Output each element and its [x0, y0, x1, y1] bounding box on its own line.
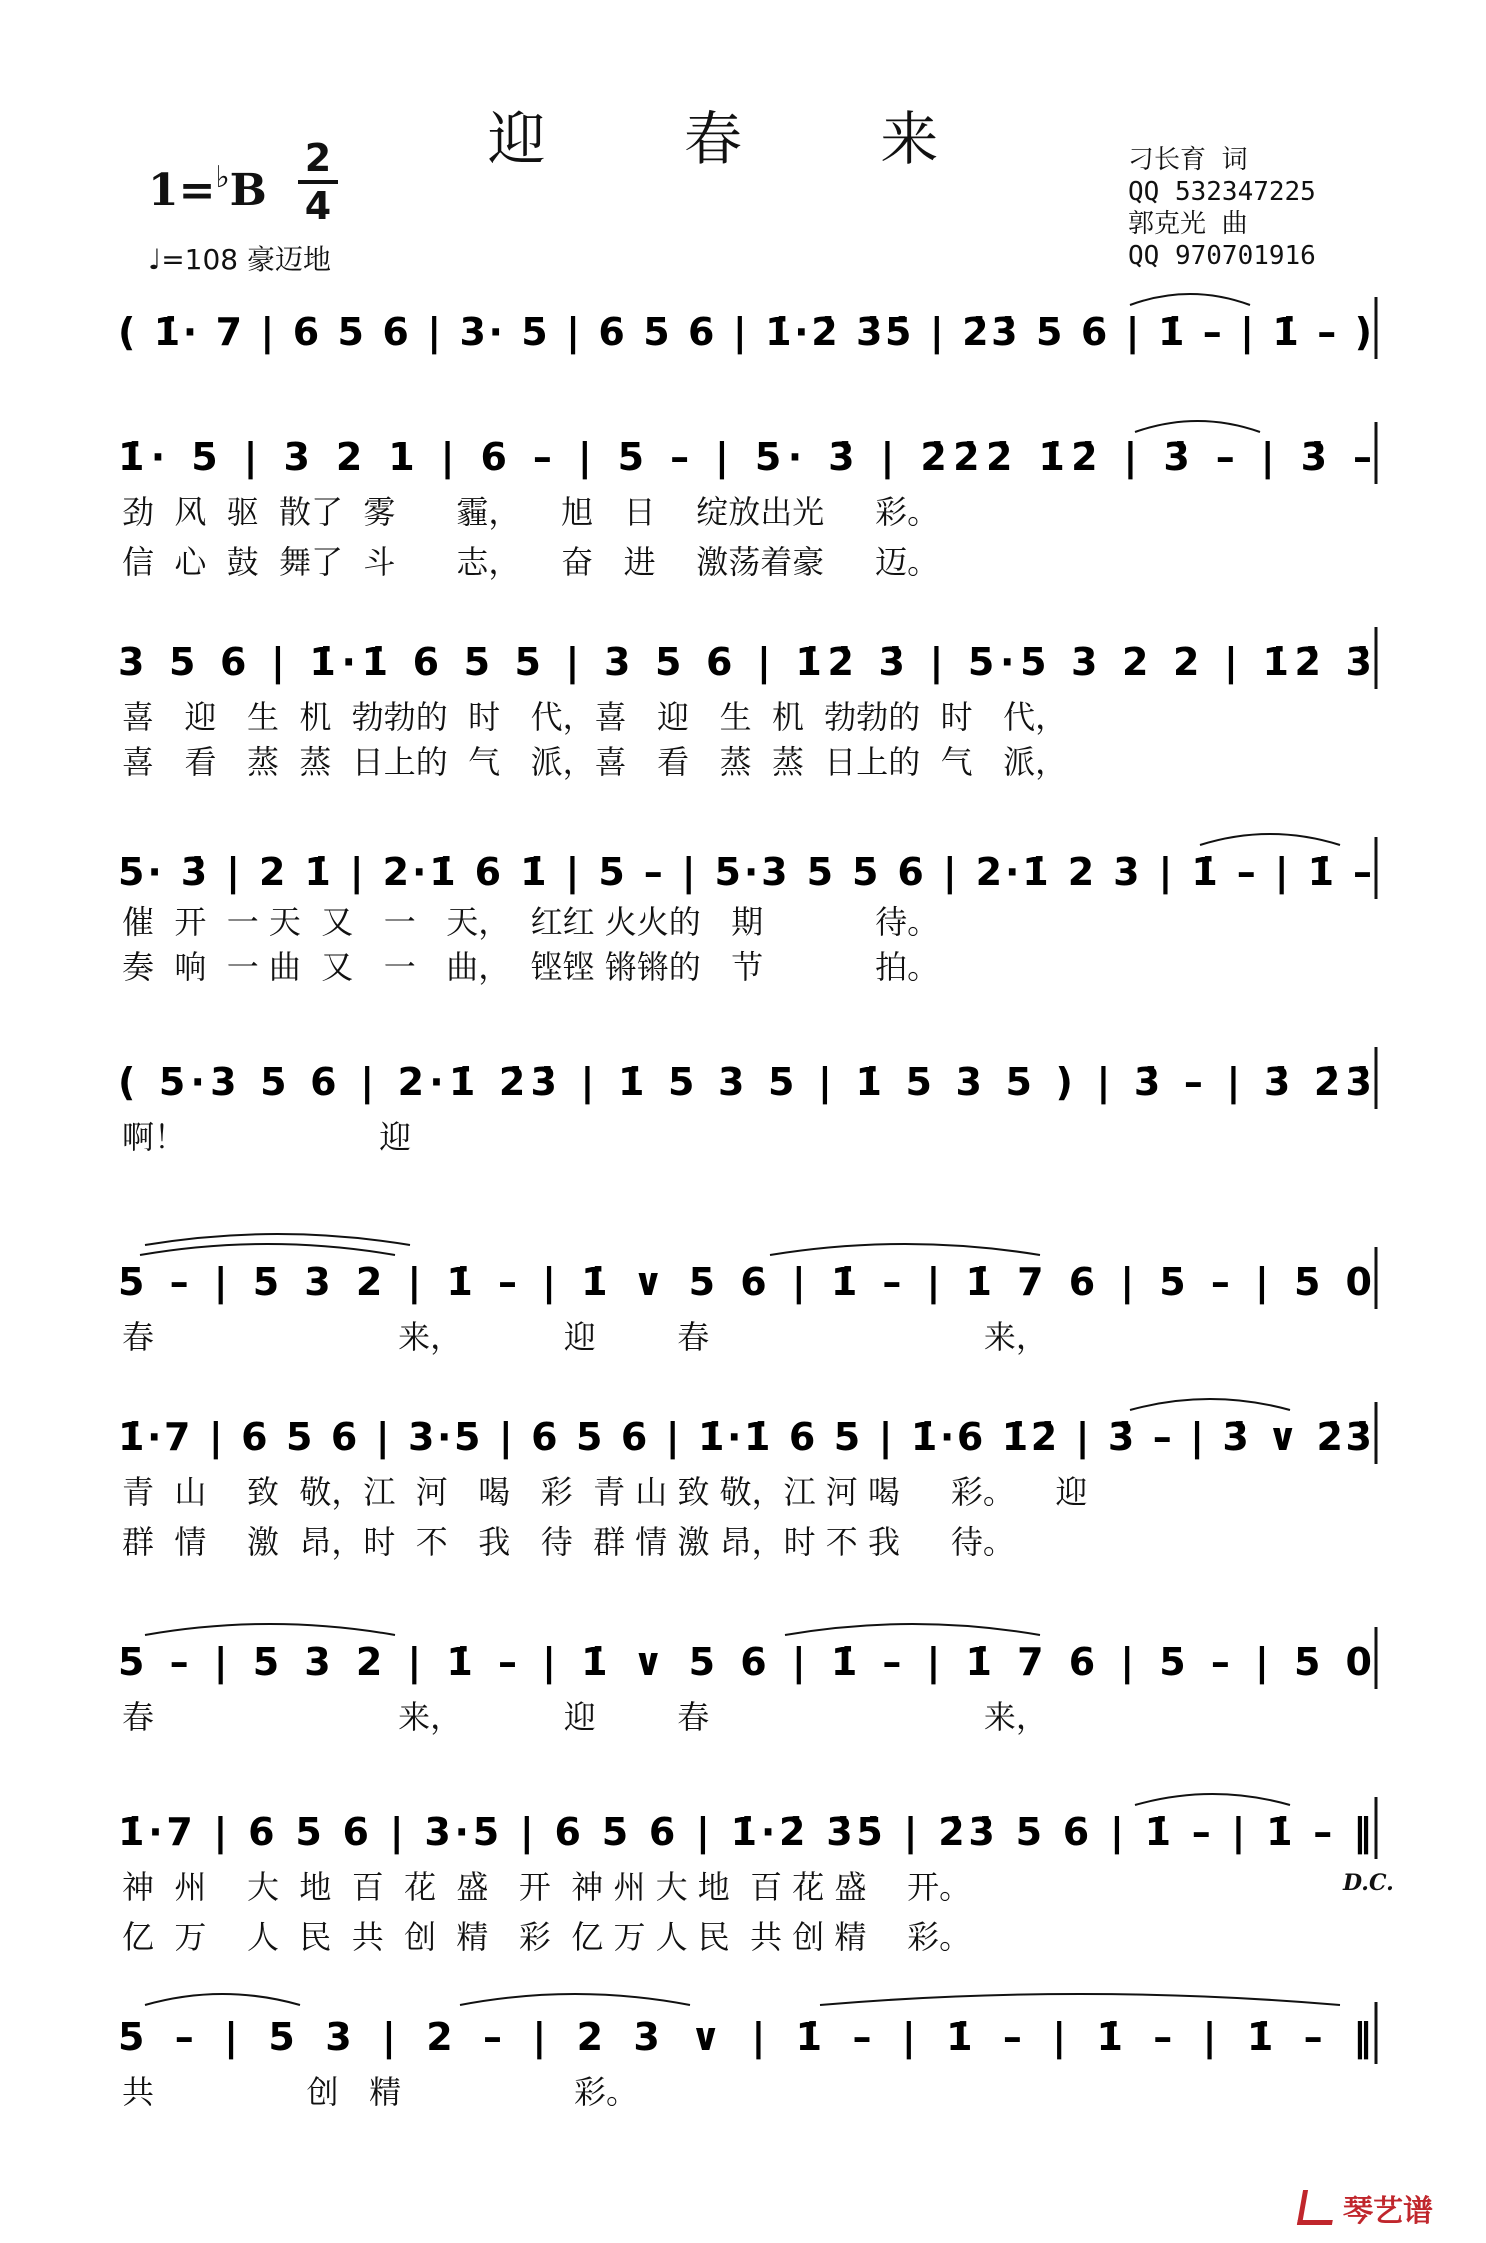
song-title: 迎 春 来 [487, 105, 999, 173]
lyricist: 刁长育 词 [1128, 145, 1248, 175]
notes-system-5: ( 5·3 5 6 | 2·1̇ 2̇3̇ | 1̇ 5 3 5 | 1̇ 5 3 5 ) | 3̇ – | 3̇ 2̇3̇ [118, 1060, 1372, 1104]
lyric-line-2-1: 劲 风 驱 散了 雾 霾， 旭 日 绽放出光 彩。 [122, 493, 940, 531]
lyric-line-6-1: 春 来， 迎 春 来， [122, 1318, 1048, 1356]
notes-system-10: 5 – | 5 3 | 2 – | 2 3 ∨ | 1̇ – | 1̇ – | 1̇ – | 1̇ – ‖ [118, 2015, 1372, 2059]
lyric-line-8-1: 春 来， 迎 春 来， [122, 1698, 1048, 1736]
key-prefix: 1= [148, 165, 216, 216]
key-note: B [229, 165, 267, 216]
lyric-line-4-2: 奏 响 一 曲 又 一 曲， 铿铿 锵锵的 节 拍。 [122, 948, 940, 986]
lyric-line-10-1: 共 创 精 彩。 [122, 2073, 639, 2111]
lyric-line-2-2: 信 心 鼓 舞了 斗 志， 奋 进 激荡着豪 迈。 [122, 543, 940, 581]
notes-system-3: 3 5 6 | 1̇·1̇ 6 5 5 | 3 5 6 | 1̇2̇ 3̇ | 5·5 3 2 2 | 1̇2̇ 3̇ [118, 640, 1372, 684]
lyric-line-3-1: 喜 迎 生 机 勃勃的 时 代，喜 迎 生 机 勃勃的 时 代， [122, 698, 1068, 736]
composer: 郭克光 曲 [1128, 209, 1248, 239]
site-logo [1300, 2186, 1433, 2230]
notes-system-6: 5 – | 5 3 2 | 1̇ – | 1̇ ∨ 5 6 | 1̇ – | 1̇ 7 6 | 5 – | 5 0 [118, 1260, 1372, 1304]
lyric-line-7-1: 青 山 致 敬，江 河 喝 彩 青 山 致 敬，江 河 喝 彩。 迎 [122, 1473, 1088, 1511]
da-capo-mark: D.C. [1343, 1870, 1394, 1896]
lyric-line-3-2: 喜 看 蒸 蒸 日上的 气 派，喜 看 蒸 蒸 日上的 气 派， [122, 743, 1068, 781]
lyric-line-9-1: 神 州 大 地 百 花 盛 开 神 州 大 地 百 花 盛 开。 [122, 1868, 972, 1906]
notes-system-4: 5· 3̇ | 2 1̇ | 2·1̇ 6 1̇ | 5 – | 5·3 5 5 6 | 2·1̇ 2 3 | 1̇ – | 1̇ – [118, 850, 1372, 894]
lyric-line-5-1: 啊！ 迎 [122, 1118, 412, 1156]
lyric-line-7-2: 群 情 激 昂，时 不 我 待 群 情 激 昂，时 不 我 待。 [122, 1523, 1015, 1561]
time-signature-bottom: 4 [304, 184, 332, 228]
notes-system-8: 5 – | 5 3 2 | 1̇ – | 1̇ ∨ 5 6 | 1̇ – | 1̇ 7 6 | 5 – | 5 0 [118, 1640, 1372, 1684]
flat-sign: ♭ [215, 160, 230, 195]
time-signature-top: 2 [304, 136, 332, 180]
notes-system-7: 1̇·7 | 6 5 6 | 3·5 | 6 5 6 | 1̇·1̇ 6 5 | 1̇·6 1̇2̇ | 3̇ – | 3̇ ∨ 2̇3̇ [118, 1415, 1372, 1459]
notes-system-9: 1̇·7 | 6 5 6 | 3·5 | 6 5 6 | 1̇·2̇ 3̇5̇ | 2̇3̇ 5 6 | 1̇ – | 1̇ – ‖ [118, 1810, 1372, 1854]
logo-text: 琴艺谱 [1343, 2194, 1433, 2229]
notes-system-2: 1̇· 5 | 3 2 1 | 6 – | 5 – | 5· 3̇ | 2̇2̇2̇ 1̇2̇ | 3̇ – | 3̇ – [118, 435, 1373, 479]
composer-qq: QQ 970701916 [1128, 241, 1316, 271]
lyric-line-9-2: 亿 万 人 民 共 创 精 彩 亿 万 人 民 共 创 精 彩。 [122, 1918, 972, 1956]
logo-icon [1297, 2190, 1338, 2225]
notes-system-1: ( 1̇· 7 | 6 5 6 | 3· 5 | 6 5 6 | 1̇·2̇ 3̇5̇ | 2̇3̇ 5 6 | 1̇ – | 1̇ – ) [118, 310, 1372, 354]
lyric-line-4-1: 催 开 一 天 又 一 天， 红红 火火的 期 待。 [122, 903, 940, 941]
tempo-marking: ♩=108 豪迈地 [148, 243, 332, 276]
lyricist-qq: QQ 532347225 [1128, 177, 1316, 207]
